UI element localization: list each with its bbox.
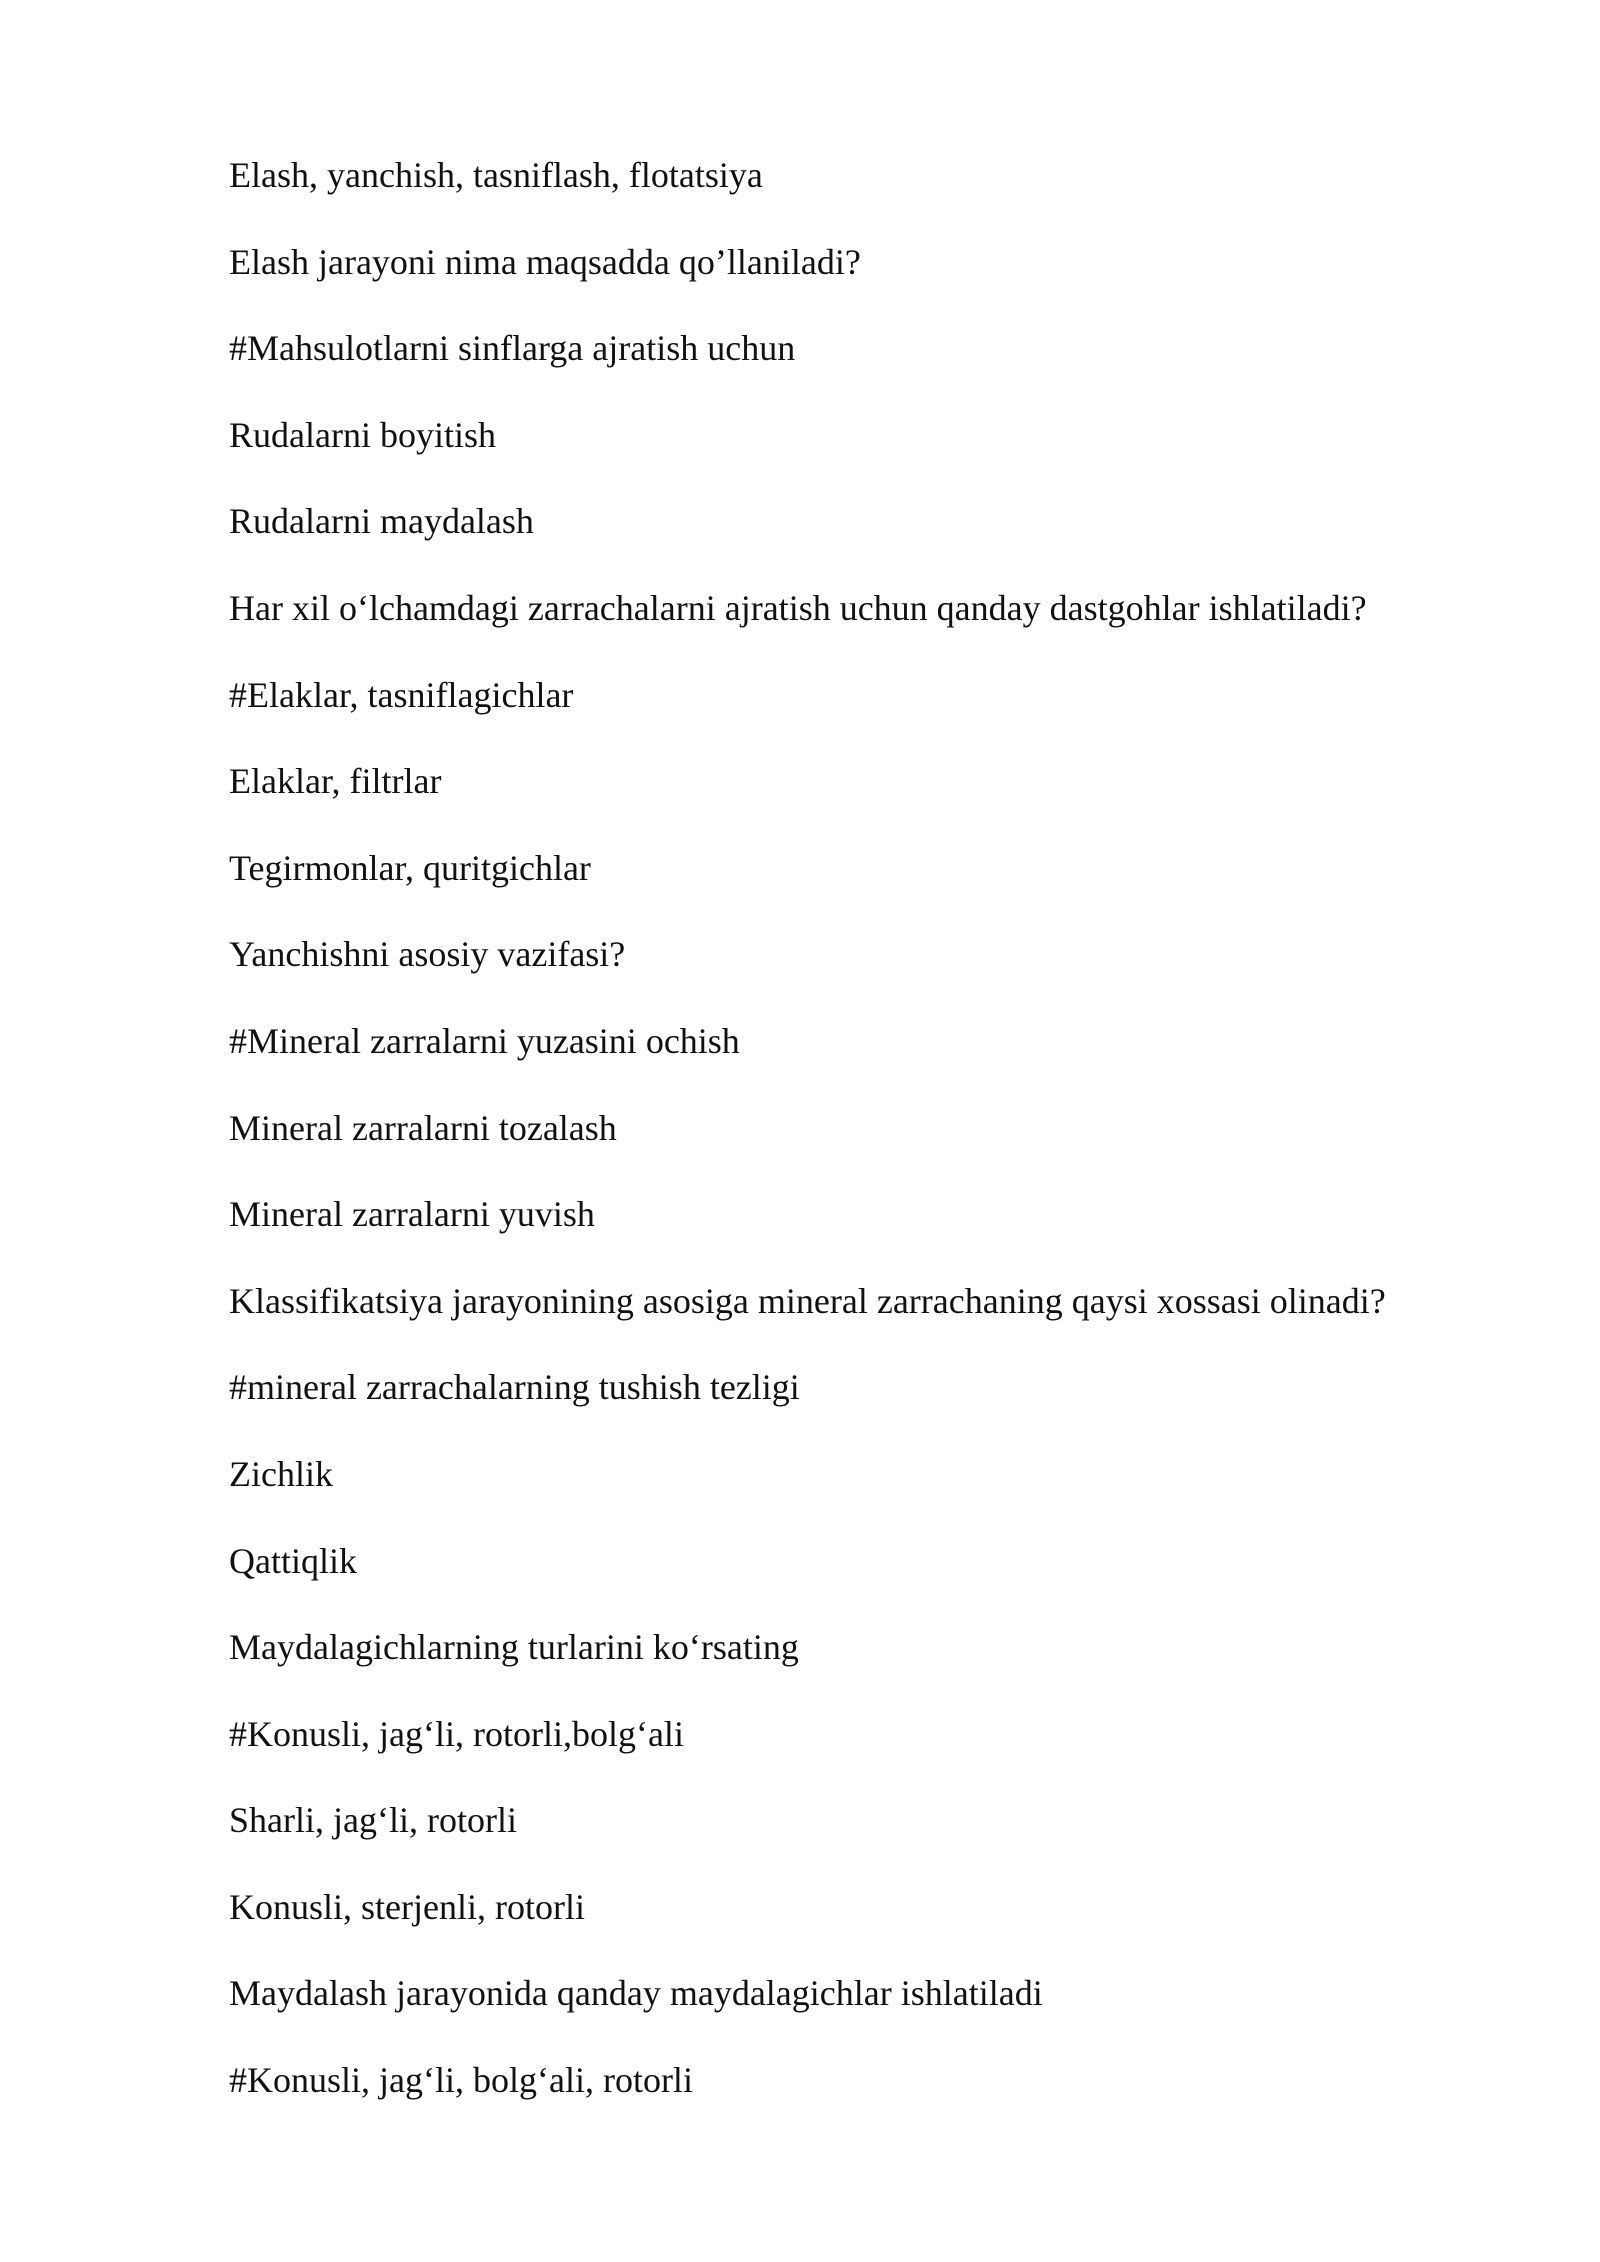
- question-line: Har xil o‘lchamdagi zarrachalarni ajratish uchun qanday dastgohlar ishlatiladi?: [229, 587, 1367, 628]
- answer-line-correct: #Konusli, jag‘li, rotorli,bolg‘ali: [229, 1713, 684, 1754]
- answer-line: Zichlik: [229, 1453, 333, 1494]
- answer-line: Sharli, jag‘li, rotorli: [229, 1800, 517, 1841]
- answer-line: Tegirmonlar, quritgichlar: [229, 847, 591, 888]
- question-line: Maydalagichlarning turlarini ko‘rsating: [229, 1627, 799, 1668]
- answer-line: Qattiqlik: [229, 1540, 357, 1581]
- text-line: Elash, yanchish, tasniflash, flotatsiya: [229, 155, 763, 195]
- answer-line: Rudalarni boyitish: [229, 414, 496, 455]
- question-line: Elash jarayoni nima maqsadda qo’llaniladi?: [229, 241, 861, 282]
- question-line: Klassifikatsiya jarayonining asosiga mineral zarrachaning qaysi xossasi olinadi?: [229, 1280, 1386, 1321]
- answer-line-correct: #Konusli, jag‘li, bolg‘ali, rotorli: [229, 2060, 693, 2101]
- answer-line: Konusli, sterjenli, rotorli: [229, 1886, 585, 1927]
- answer-line-correct: #Mineral zarralarni yuzasini ochish: [229, 1020, 740, 1061]
- answer-line-correct: #Mahsulotlarni sinflarga ajratish uchun: [229, 328, 796, 369]
- answer-line: Elaklar, filtrlar: [229, 761, 442, 802]
- answer-line-correct: #Elaklar, tasniflagichlar: [229, 674, 574, 715]
- answer-line: Mineral zarralarni yuvish: [229, 1194, 595, 1235]
- question-line: Maydalash jarayonida qanday maydalagichlar ishlatiladi: [229, 1973, 1043, 2014]
- text-lines: [229, 150, 1529, 2142]
- answer-line: Rudalarni maydalash: [229, 501, 534, 542]
- answer-line: Mineral zarralarni tozalash: [229, 1107, 617, 1148]
- answer-line-correct: #mineral zarrachalarning tushish tezligi: [229, 1367, 800, 1408]
- question-line: Yanchishni asosiy vazifasi?: [229, 934, 626, 975]
